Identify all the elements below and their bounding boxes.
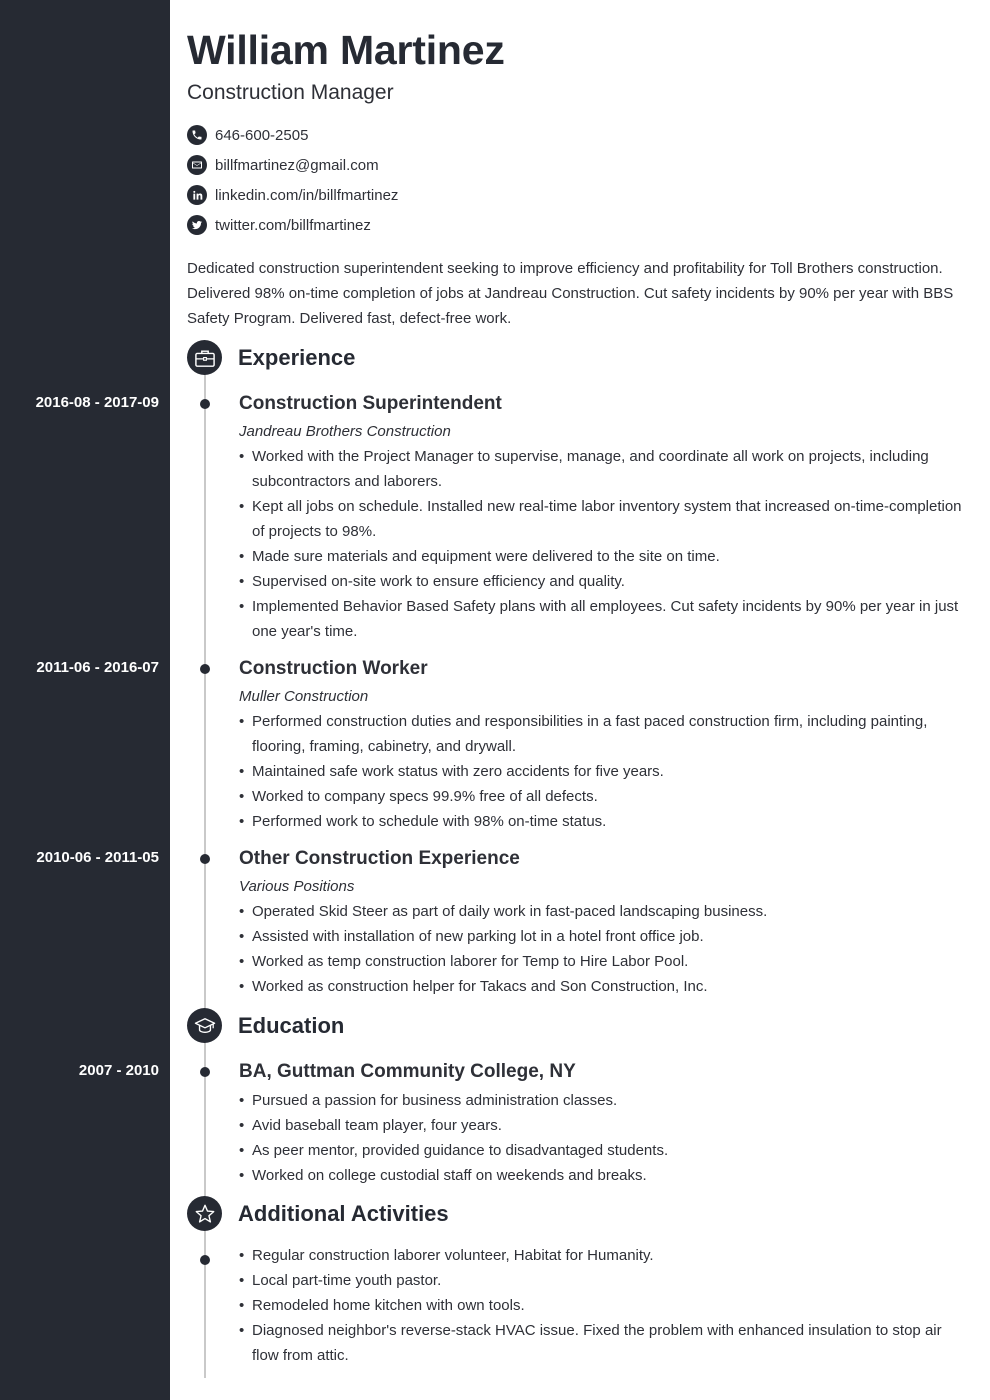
bullet-item: • Operated Skid Steer as part of daily work in fast-paced landscaping business. — [239, 899, 964, 924]
contact-list — [187, 120, 967, 240]
bullet-list — [239, 1088, 964, 1188]
twitter-icon — [187, 215, 207, 235]
bullet-item: • As peer mentor, provided guidance to disadvantaged students. — [239, 1138, 964, 1163]
entry-date: 2016-08 - 2017-09 — [35, 394, 159, 411]
email-icon — [187, 155, 207, 175]
bullet-item: • Regular construction laborer volunteer, Habitat for Humanity. — [239, 1243, 964, 1268]
degree-title: BA, Guttman Community College, NY — [239, 1061, 576, 1082]
entry-date: 2011-06 - 2016-07 — [36, 659, 159, 676]
linkedin-url: linkedin.com/in/billfmartinez — [215, 186, 399, 204]
bullet-list — [239, 709, 964, 834]
bullet-list — [239, 444, 964, 644]
twitter-url: twitter.com/billfmartinez — [215, 216, 371, 234]
section-experience — [187, 340, 355, 375]
entry-date: 2007 - 2010 — [78, 1062, 159, 1079]
section-title: Additional Activities — [238, 1200, 449, 1226]
job-title: Construction Worker — [239, 658, 428, 679]
profile-summary: Dedicated construction superintendent seeking to improve efficiency and profitability for Toll Brothers construction. Delivered 98% on-time completion of jobs at Jandreau Construction. Cut safety incidents by 90% per year with BBS Safety Program. Delivered fast, defect-free work. — [187, 260, 954, 327]
timeline-dot — [200, 399, 210, 409]
bullet-item: • Kept all jobs on schedule. Installed new real-time labor inventory system that increased on-time-completion of projects to 98%. — [239, 494, 964, 544]
section-title: Experience — [238, 344, 356, 370]
phone-number: 646-600-2505 — [215, 126, 309, 144]
bullet-item: • Avid baseball team player, four years. — [239, 1113, 964, 1138]
contact-twitter — [187, 210, 967, 240]
bullet-item: • Worked on college custodial staff on weekends and breaks. — [239, 1163, 964, 1188]
contact-phone — [187, 120, 967, 150]
bullet-list — [239, 1243, 964, 1368]
timeline-line-activities — [204, 1228, 206, 1378]
briefcase-icon — [187, 340, 222, 375]
star-icon — [187, 1196, 222, 1231]
bullet-item: • Performed work to schedule with 98% on-time status. — [239, 809, 964, 834]
bullet-item: • Implemented Behavior Based Safety plans with all employees. Cut safety incidents by 90% per year in just one year's time. — [239, 594, 964, 644]
timeline-line-experience — [204, 370, 206, 1010]
bullet-item: • Diagnosed neighbor's reverse-stack HVAC issue. Fixed the problem with enhanced insulation to stop air flow from attic. — [239, 1318, 964, 1368]
section-education — [187, 1008, 344, 1043]
candidate-name: William Martinez — [187, 27, 505, 73]
resume-header — [187, 24, 967, 240]
section-title: Education — [238, 1012, 345, 1038]
contact-linkedin — [187, 180, 967, 210]
bullet-item: • Worked with the Project Manager to supervise, manage, and coordinate all work on projects, including subcontractors and laborers. — [239, 444, 964, 494]
graduation-cap-icon — [187, 1008, 222, 1043]
company-name: Various Positions — [239, 878, 355, 895]
bullet-item: • Worked as construction helper for Takacs and Son Construction, Inc. — [239, 974, 964, 999]
bullet-item: • Worked to company specs 99.9% free of all defects. — [239, 784, 964, 809]
bullet-item: • Local part-time youth pastor. — [239, 1268, 964, 1293]
bullet-list — [239, 899, 964, 999]
bullet-item: • Worked as temp construction laborer for Temp to Hire Labor Pool. — [239, 949, 964, 974]
email-address: billfmartinez@gmail.com — [215, 156, 379, 174]
job-title: Other Construction Experience — [239, 848, 520, 869]
company-name: Jandreau Brothers Construction — [239, 423, 451, 440]
job-title: Construction Superintendent — [239, 393, 502, 414]
bullet-item: • Maintained safe work status with zero accidents for five years. — [239, 759, 964, 784]
contact-email — [187, 150, 967, 180]
sidebar — [0, 0, 170, 1400]
timeline-dot — [200, 1255, 210, 1265]
bullet-item: • Pursued a passion for business administration classes. — [239, 1088, 964, 1113]
bullet-item: • Assisted with installation of new parking lot in a hotel front office job. — [239, 924, 964, 949]
bullet-item: • Made sure materials and equipment were delivered to the site on time. — [239, 544, 964, 569]
timeline-dot — [200, 1067, 210, 1077]
entry-date: 2010-06 - 2011-05 — [36, 849, 159, 866]
timeline-line-education — [204, 1040, 206, 1200]
timeline-dot — [200, 664, 210, 674]
bullet-item: • Performed construction duties and responsibilities in a fast paced construction firm, including painting, flooring, framing, cabinetry, and drywall. — [239, 709, 964, 759]
linkedin-icon — [187, 185, 207, 205]
phone-icon — [187, 125, 207, 145]
company-name: Muller Construction — [239, 688, 369, 705]
section-activities — [187, 1196, 449, 1231]
bullet-item: • Remodeled home kitchen with own tools. — [239, 1293, 964, 1318]
timeline-dot — [200, 854, 210, 864]
candidate-title: Construction Manager — [187, 81, 394, 104]
bullet-item: • Supervised on-site work to ensure efficiency and quality. — [239, 569, 964, 594]
